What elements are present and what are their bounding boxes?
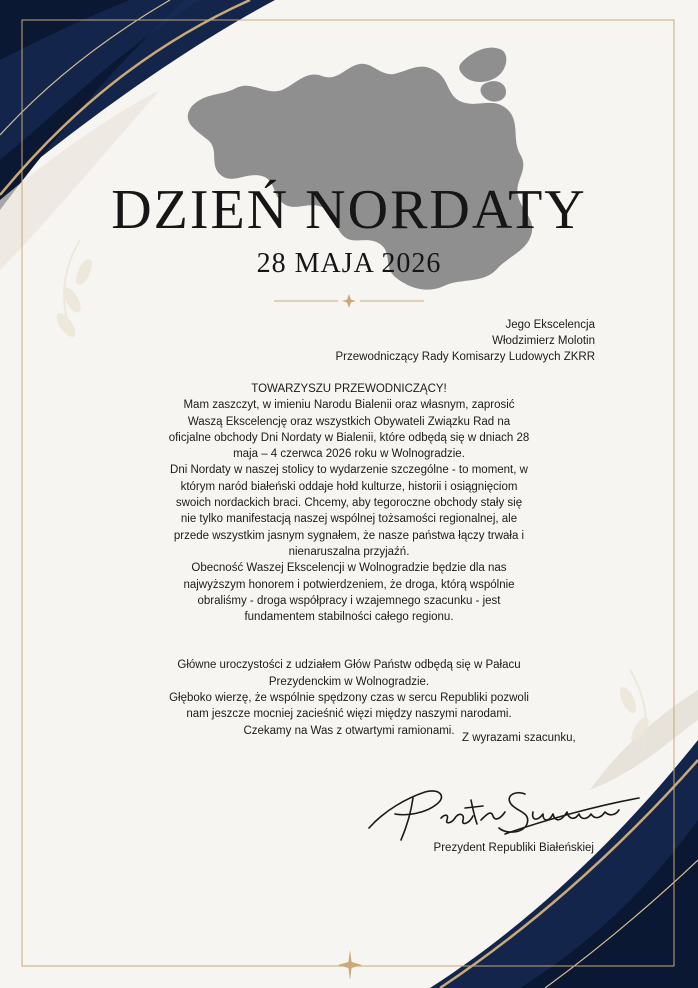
signer-title: Prezydent Republiki Białeńskiej — [433, 842, 594, 854]
paragraph-presence: Obecność Waszej Ekscelencji w Wolnogradzie będzie dla nas najwyższym honorem i potwierdzeniem, że droga, którą wspólnie obraliśmy - droga współpracy i wzajemnego szacunku - jest fundamentem stabilności całego regionu. — [183, 562, 515, 624]
page-title: DZIEŃ NORDATY — [111, 179, 587, 241]
event-date: 28 MAJA 2026 — [256, 248, 442, 279]
salutation: TOWARZYSZU PRZEWODNICZĄCY! — [251, 383, 447, 395]
recipient-name: Włodzimierz Molotin — [492, 335, 595, 347]
paragraph-nordata-days: Dni Nordaty w naszej stolicy to wydarzenie szczególne - to moment, w którym naród białeński oddaje hołd kulturze, historii i osiągnięciom swoich nordackich braci. Chcemy, aby tegoroczne obchody stały się nie tylko manifestacją naszej wspólnej tożsamości regionalnej, ale przede wszystkim jasnym sygnałem, że nasze państwa łączy trwała i nienaruszalna przyjaźń. — [170, 464, 528, 558]
paragraph-invitation: Mam zaszczyt, w imieniu Narodu Bialenii oraz własnym, zaprosić Waszą Ekscelencję oraz wszystkich Obywateli Związku Rad na oficjalne obchody Dni Nordaty w Bialenii, które odbędą się w dniach 28 maja – 4 czerwca 2026 roku w Wolnogradzie. — [168, 399, 530, 461]
closing-phrase: Z wyrazami szacunku, — [462, 732, 576, 744]
recipient-block — [336, 317, 595, 365]
handwritten-signature — [355, 770, 645, 850]
letter-body — [168, 381, 530, 739]
paragraph-ceremonies: Główne uroczystości z udziałem Głów Państw odbędą się w Pałacu Prezydenckim w Wolnogradzie. — [177, 659, 521, 688]
recipient-position: Przewodniczący Rady Komisarzy Ludowych ZKRR — [335, 351, 595, 363]
ornamental-divider — [274, 292, 424, 310]
star-ornament-icon — [338, 950, 362, 980]
recipient-title: Jego Ekscelencja — [505, 319, 595, 331]
paragraph-closing-wish: Głęboko wierzę, że wspólnie spędzony czas w sercu Republiki pozwoli nam jeszcze mocniej zacieśnić więzi między naszymi narodami. Czekamy na Was z otwartymi ramionami. — [169, 692, 529, 737]
